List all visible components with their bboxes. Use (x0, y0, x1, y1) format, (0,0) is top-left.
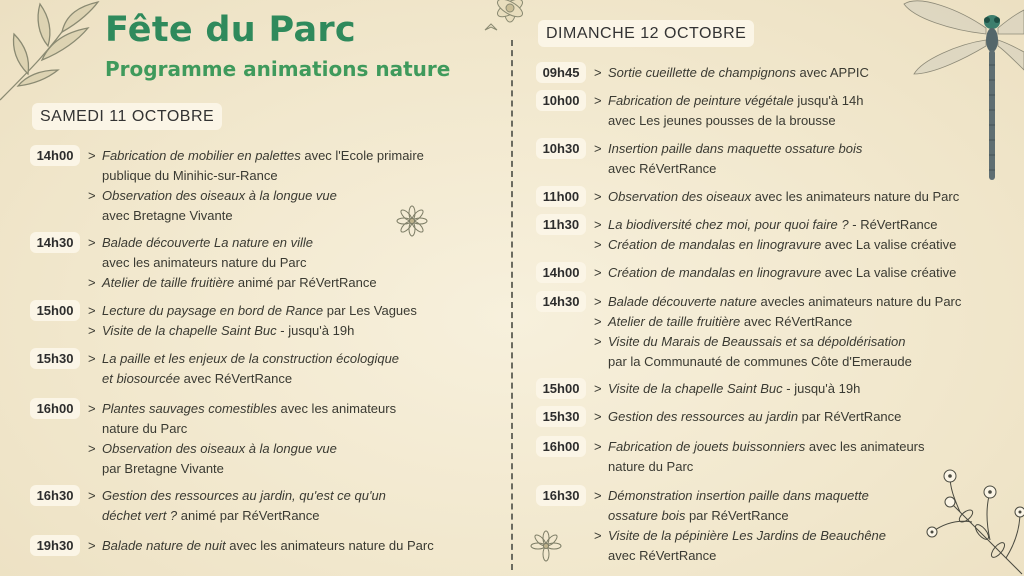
activity-item (88, 146, 424, 186)
activity-title: Création de mandalas en linogravure (608, 237, 822, 252)
chevron-right-icon: > (594, 381, 602, 396)
chevron-right-icon: > (594, 217, 602, 232)
activity-item (594, 235, 956, 255)
chevron-right-icon: > (594, 334, 602, 349)
activity-host: - RéVertRance (848, 217, 938, 232)
activity-list (594, 407, 901, 427)
activity-item (88, 186, 424, 226)
activity-continuation: nature du Parc (608, 459, 694, 474)
time-badge: 14h30 (536, 291, 586, 312)
activity-list (594, 292, 961, 372)
activity-list (594, 215, 956, 255)
activity-item (88, 349, 399, 389)
chevron-right-icon: > (594, 528, 602, 543)
chevron-right-icon: > (594, 189, 602, 204)
activity-item (594, 292, 961, 312)
time-badge: 16h00 (30, 398, 80, 419)
flowering-branch-icon (920, 462, 1024, 576)
activity-list (594, 139, 862, 179)
activity-item (594, 379, 860, 399)
activity-item (88, 486, 386, 526)
activity-continuation: avec RéVertRance (608, 548, 717, 563)
page-subtitle: Programme animations nature (105, 57, 451, 81)
activity-host: avec l'Ecole primaire (300, 148, 424, 163)
activity-item (594, 187, 959, 207)
activity-list (88, 349, 399, 389)
activity-host: par Les Vagues (323, 303, 417, 318)
activity-list (594, 263, 956, 283)
activity-title: Création de mandalas en linogravure (608, 265, 822, 280)
activity-continuation: par la Communauté de communes Côte d'Emeraude (608, 354, 912, 369)
column-divider (511, 40, 513, 570)
activity-host: avec APPIC (795, 65, 869, 80)
activity-title: Fabrication de peinture végétale (608, 93, 794, 108)
activity-host: jusqu'à 14h (793, 93, 864, 108)
activity-item (594, 139, 862, 179)
chevron-right-icon: > (594, 488, 602, 503)
activity-list (594, 63, 869, 83)
activity-title: Balade nature de nuit (102, 538, 226, 553)
chevron-right-icon: > (594, 265, 602, 280)
activity-list (88, 399, 396, 479)
activity-title: Atelier de taille fruitière (102, 275, 235, 290)
time-badge: 16h30 (536, 485, 586, 506)
activity-continuation: par Bretagne Vivante (102, 461, 224, 476)
chevron-right-icon: > (88, 148, 96, 163)
activity-list (88, 536, 434, 556)
leaf-sprig-icon (0, 0, 100, 110)
activity-item (594, 486, 886, 526)
activity-list (88, 301, 417, 341)
activity-item (88, 399, 396, 439)
activity-list (594, 91, 863, 131)
chevron-right-icon: > (88, 441, 96, 456)
activity-host: - jusqu'à 19h (782, 381, 861, 396)
chevron-right-icon: > (594, 409, 602, 424)
activity-title: Gestion des ressources au jardin, qu'est ce qu'un (102, 488, 386, 503)
chevron-right-icon: > (88, 488, 96, 503)
time-badge: 11h00 (536, 186, 586, 207)
time-badge: 16h00 (536, 436, 586, 457)
activity-title: Fabrication de jouets buissonniers (608, 439, 806, 454)
day-label-saturday: SAMEDI 11 OCTOBRE (32, 103, 222, 130)
activity-list (88, 486, 386, 526)
time-badge: 15h00 (30, 300, 80, 321)
activity-list (88, 233, 377, 293)
activity-list (594, 379, 860, 399)
activity-item (88, 439, 396, 479)
activity-title: La paille et les enjeux de la construction écologique (102, 351, 400, 366)
activity-title: Atelier de taille fruitière (608, 314, 741, 329)
activity-continuation: avec les animateurs nature du Parc (102, 255, 307, 270)
chevron-right-icon: > (594, 314, 602, 329)
chevron-right-icon: > (88, 188, 96, 203)
chevron-right-icon: > (88, 351, 96, 366)
chevron-right-icon: > (594, 65, 602, 80)
activity-title: Gestion des ressources au jardin (608, 409, 799, 424)
chevron-right-icon: > (88, 275, 96, 290)
chevron-right-icon: > (88, 303, 96, 318)
flower-icon (475, 0, 545, 34)
activity-continuation: déchet vert ? animé par RéVertRance (102, 508, 320, 523)
time-badge: 16h30 (30, 485, 80, 506)
time-badge: 19h30 (30, 535, 80, 556)
activity-title: Visite de la chapelle Saint Buc (102, 323, 277, 338)
activity-item (88, 301, 417, 321)
activity-title: Fabrication de mobilier en palettes (102, 148, 301, 163)
activity-item (594, 91, 863, 131)
activity-item (594, 437, 925, 477)
activity-item (594, 63, 869, 83)
activity-item (594, 332, 961, 372)
chevron-right-icon: > (594, 141, 602, 156)
activity-title: Démonstration insertion paille dans maquette (608, 488, 869, 503)
flower-icon (530, 530, 562, 562)
chevron-right-icon: > (88, 538, 96, 553)
activity-host: avecles animateurs nature du Parc (756, 294, 962, 309)
activity-host: par RéVertRance (798, 409, 902, 424)
time-badge: 15h00 (536, 378, 586, 399)
activity-title: Observation des oiseaux (608, 189, 752, 204)
activity-host: avec les animateurs nature du Parc (225, 538, 434, 553)
activity-title: Balade découverte nature (608, 294, 757, 309)
activity-item (594, 407, 901, 427)
activity-host: avec RéVertRance (740, 314, 853, 329)
time-badge: 10h00 (536, 90, 586, 111)
chevron-right-icon: > (594, 439, 602, 454)
activity-list (594, 437, 925, 477)
activity-item (88, 233, 377, 273)
activity-title: Insertion paille dans maquette ossature bois (608, 141, 863, 156)
activity-item (594, 526, 886, 566)
activity-continuation: avec Bretagne Vivante (102, 208, 233, 223)
activity-title: Plantes sauvages comestibles (102, 401, 277, 416)
activity-item (594, 215, 956, 235)
activity-title: Lecture du paysage en bord de Rance (102, 303, 324, 318)
activity-title: Observation des oiseaux à la longue vue (102, 188, 337, 203)
time-badge: 15h30 (30, 348, 80, 369)
activity-host: animé par RéVertRance (234, 275, 377, 290)
chevron-right-icon: > (594, 294, 602, 309)
activity-continuation: nature du Parc (102, 421, 188, 436)
time-badge: 15h30 (536, 406, 586, 427)
activity-item (594, 312, 961, 332)
time-badge: 14h00 (30, 145, 80, 166)
chevron-right-icon: > (88, 401, 96, 416)
activity-item (88, 321, 417, 341)
activity-title: Balade découverte La nature en ville (102, 235, 314, 250)
activity-item (88, 536, 434, 556)
activity-host: avec les animateurs (805, 439, 925, 454)
activity-continuation: avec Les jeunes pousses de la brousse (608, 113, 836, 128)
time-badge: 11h30 (536, 214, 586, 235)
chevron-right-icon: > (594, 93, 602, 108)
activity-continuation: publique du Minihic-sur-Rance (102, 168, 278, 183)
day-label-sunday: DIMANCHE 12 OCTOBRE (538, 20, 754, 47)
activity-item (594, 263, 956, 283)
activity-title: Visite de la chapelle Saint Buc (608, 381, 783, 396)
activity-title: Observation des oiseaux à la longue vue (102, 441, 337, 456)
activity-host: avec les animateurs (276, 401, 397, 416)
activity-title: La biodiversité chez moi, pour quoi faire ? (608, 217, 849, 232)
time-badge: 10h30 (536, 138, 586, 159)
activity-continuation: ossature bois par RéVertRance (608, 508, 789, 523)
time-badge: 14h00 (536, 262, 586, 283)
activity-list (594, 187, 959, 207)
activity-list (88, 146, 424, 226)
activity-item (88, 273, 377, 293)
activity-title: Visite de la pépinière Les Jardins de Beauchêne (608, 528, 887, 543)
page-title: Fête du Parc (105, 10, 356, 50)
chevron-right-icon: > (594, 237, 602, 252)
dragonfly-icon (900, 0, 1024, 190)
time-badge: 14h30 (30, 232, 80, 253)
activity-host: - jusqu'à 19h (276, 323, 355, 338)
activity-continuation: avec RéVertRance (608, 161, 717, 176)
activity-host: avec les animateurs nature du Parc (751, 189, 960, 204)
activity-host: avec La valise créative (821, 265, 957, 280)
activity-title: Visite du Marais de Beaussais et sa dépoldérisation (608, 334, 906, 349)
time-badge: 09h45 (536, 62, 586, 83)
activity-continuation: et biosourcée avec RéVertRance (102, 371, 293, 386)
chevron-right-icon: > (88, 235, 96, 250)
chevron-right-icon: > (88, 323, 96, 338)
activity-host: avec La valise créative (821, 237, 957, 252)
activity-title: Sortie cueillette de champignons (608, 65, 796, 80)
activity-list (594, 486, 886, 566)
